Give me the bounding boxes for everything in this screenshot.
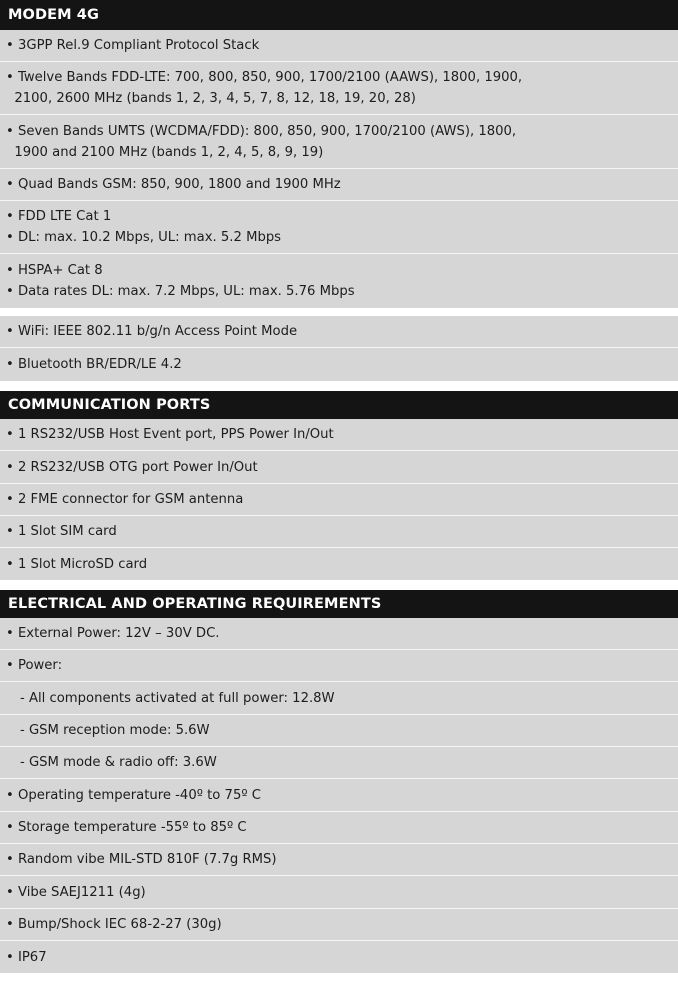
spec-text: • Storage temperature -55º to 85º C (6, 820, 247, 835)
spec-row (0, 548, 678, 580)
spec-row (0, 316, 678, 348)
spec-text: • 1 Slot SIM card (6, 524, 117, 539)
spec-row (0, 747, 678, 779)
spec-text: - GSM mode & radio off: 3.6W (20, 755, 217, 770)
spec-text: • Bluetooth BR/EDR/LE 4.2 (6, 357, 182, 372)
spec-text: • WiFi: IEEE 802.11 b/g/n Access Point Mode (6, 324, 298, 339)
spec-text: • Vibe SAEJ1211 (4g) (6, 884, 146, 900)
spec-row (0, 451, 678, 484)
spec-row (0, 909, 678, 941)
spec-text: - GSM reception mode: 5.6W (20, 723, 210, 738)
spec-text: • Twelve Bands FDD-LTE: 700, 800, 850, 900, 1700/2100 (AAWS), 1800, 1900, 2100, 2600 MHz (bands 1, 2, 3, 4, 5, 7, 8, 12, 18, 19, 20, 28) (6, 70, 523, 106)
section-title-modem: MODEM 4G (8, 7, 99, 23)
spec-row (0, 201, 678, 254)
spec-text: • 1 Slot MicroSD card (6, 556, 148, 572)
spec-row (0, 516, 678, 548)
spec-row (0, 348, 678, 381)
spec-row (0, 169, 678, 201)
spec-row (0, 876, 678, 909)
spec-text: • 3GPP Rel.9 Compliant Protocol Stack (6, 38, 260, 53)
spec-row (0, 650, 678, 682)
spec-row (0, 484, 678, 516)
spec-text: • IP67 (6, 949, 47, 965)
spec-text: • Operating temperature -40º to 75º C (6, 787, 261, 803)
spec-text: - All components activated at full power: 12.8W (20, 690, 335, 706)
section-title-ports: COMMUNICATION PORTS (8, 397, 211, 413)
section-gap (0, 381, 678, 391)
section-header-electrical (0, 590, 678, 618)
modem-spec-list (0, 30, 678, 308)
spec-row (0, 115, 678, 169)
spec-row (0, 62, 678, 115)
spec-text: • 2 FME connector for GSM antenna (6, 492, 244, 507)
spec-text: • Random vibe MIL-STD 810F (7.7g RMS) (6, 852, 277, 867)
spec-text: • Seven Bands UMTS (WCDMA/FDD): 800, 850, 900, 1700/2100 (AWS), 1800, 1900 and 2100 MHz (bands 1, 2, 4, 5, 8, 9, 19) (6, 123, 517, 160)
spec-text: • Quad Bands GSM: 850, 900, 1800 and 1900 MHz (6, 177, 341, 192)
spec-row (0, 682, 678, 715)
spec-row (0, 941, 678, 973)
section-gap (0, 580, 678, 590)
section-header-modem (0, 0, 678, 30)
spec-text: • 1 RS232/USB Host Event port, PPS Power In/Out (6, 427, 334, 442)
spec-text: • FDD LTE Cat 1 • DL: max. 10.2 Mbps, UL: max. 5.2 Mbps (6, 209, 282, 245)
spec-row (0, 30, 678, 62)
ports-spec-list (0, 419, 678, 580)
spec-row (0, 254, 678, 308)
spec-text: • HSPA+ Cat 8 • Data rates DL: max. 7.2 Mbps, UL: max. 5.76 Mbps (6, 263, 355, 299)
spec-row (0, 715, 678, 747)
spec-row (0, 618, 678, 650)
spec-row (0, 812, 678, 844)
section-title-electrical: ELECTRICAL AND OPERATING REQUIREMENTS (8, 596, 382, 612)
section-header-ports (0, 391, 678, 419)
spec-text: • 2 RS232/USB OTG port Power In/Out (6, 459, 258, 475)
spec-row (0, 419, 678, 451)
electrical-spec-list (0, 618, 678, 973)
wireless-spec-list (0, 316, 678, 381)
spec-row (0, 779, 678, 812)
spec-text: • External Power: 12V – 30V DC. (6, 626, 220, 641)
spec-row (0, 844, 678, 876)
group-gap (0, 308, 678, 316)
spec-text: • Power: (6, 658, 63, 673)
spec-text: • Bump/Shock IEC 68-2-27 (30g) (6, 917, 222, 932)
